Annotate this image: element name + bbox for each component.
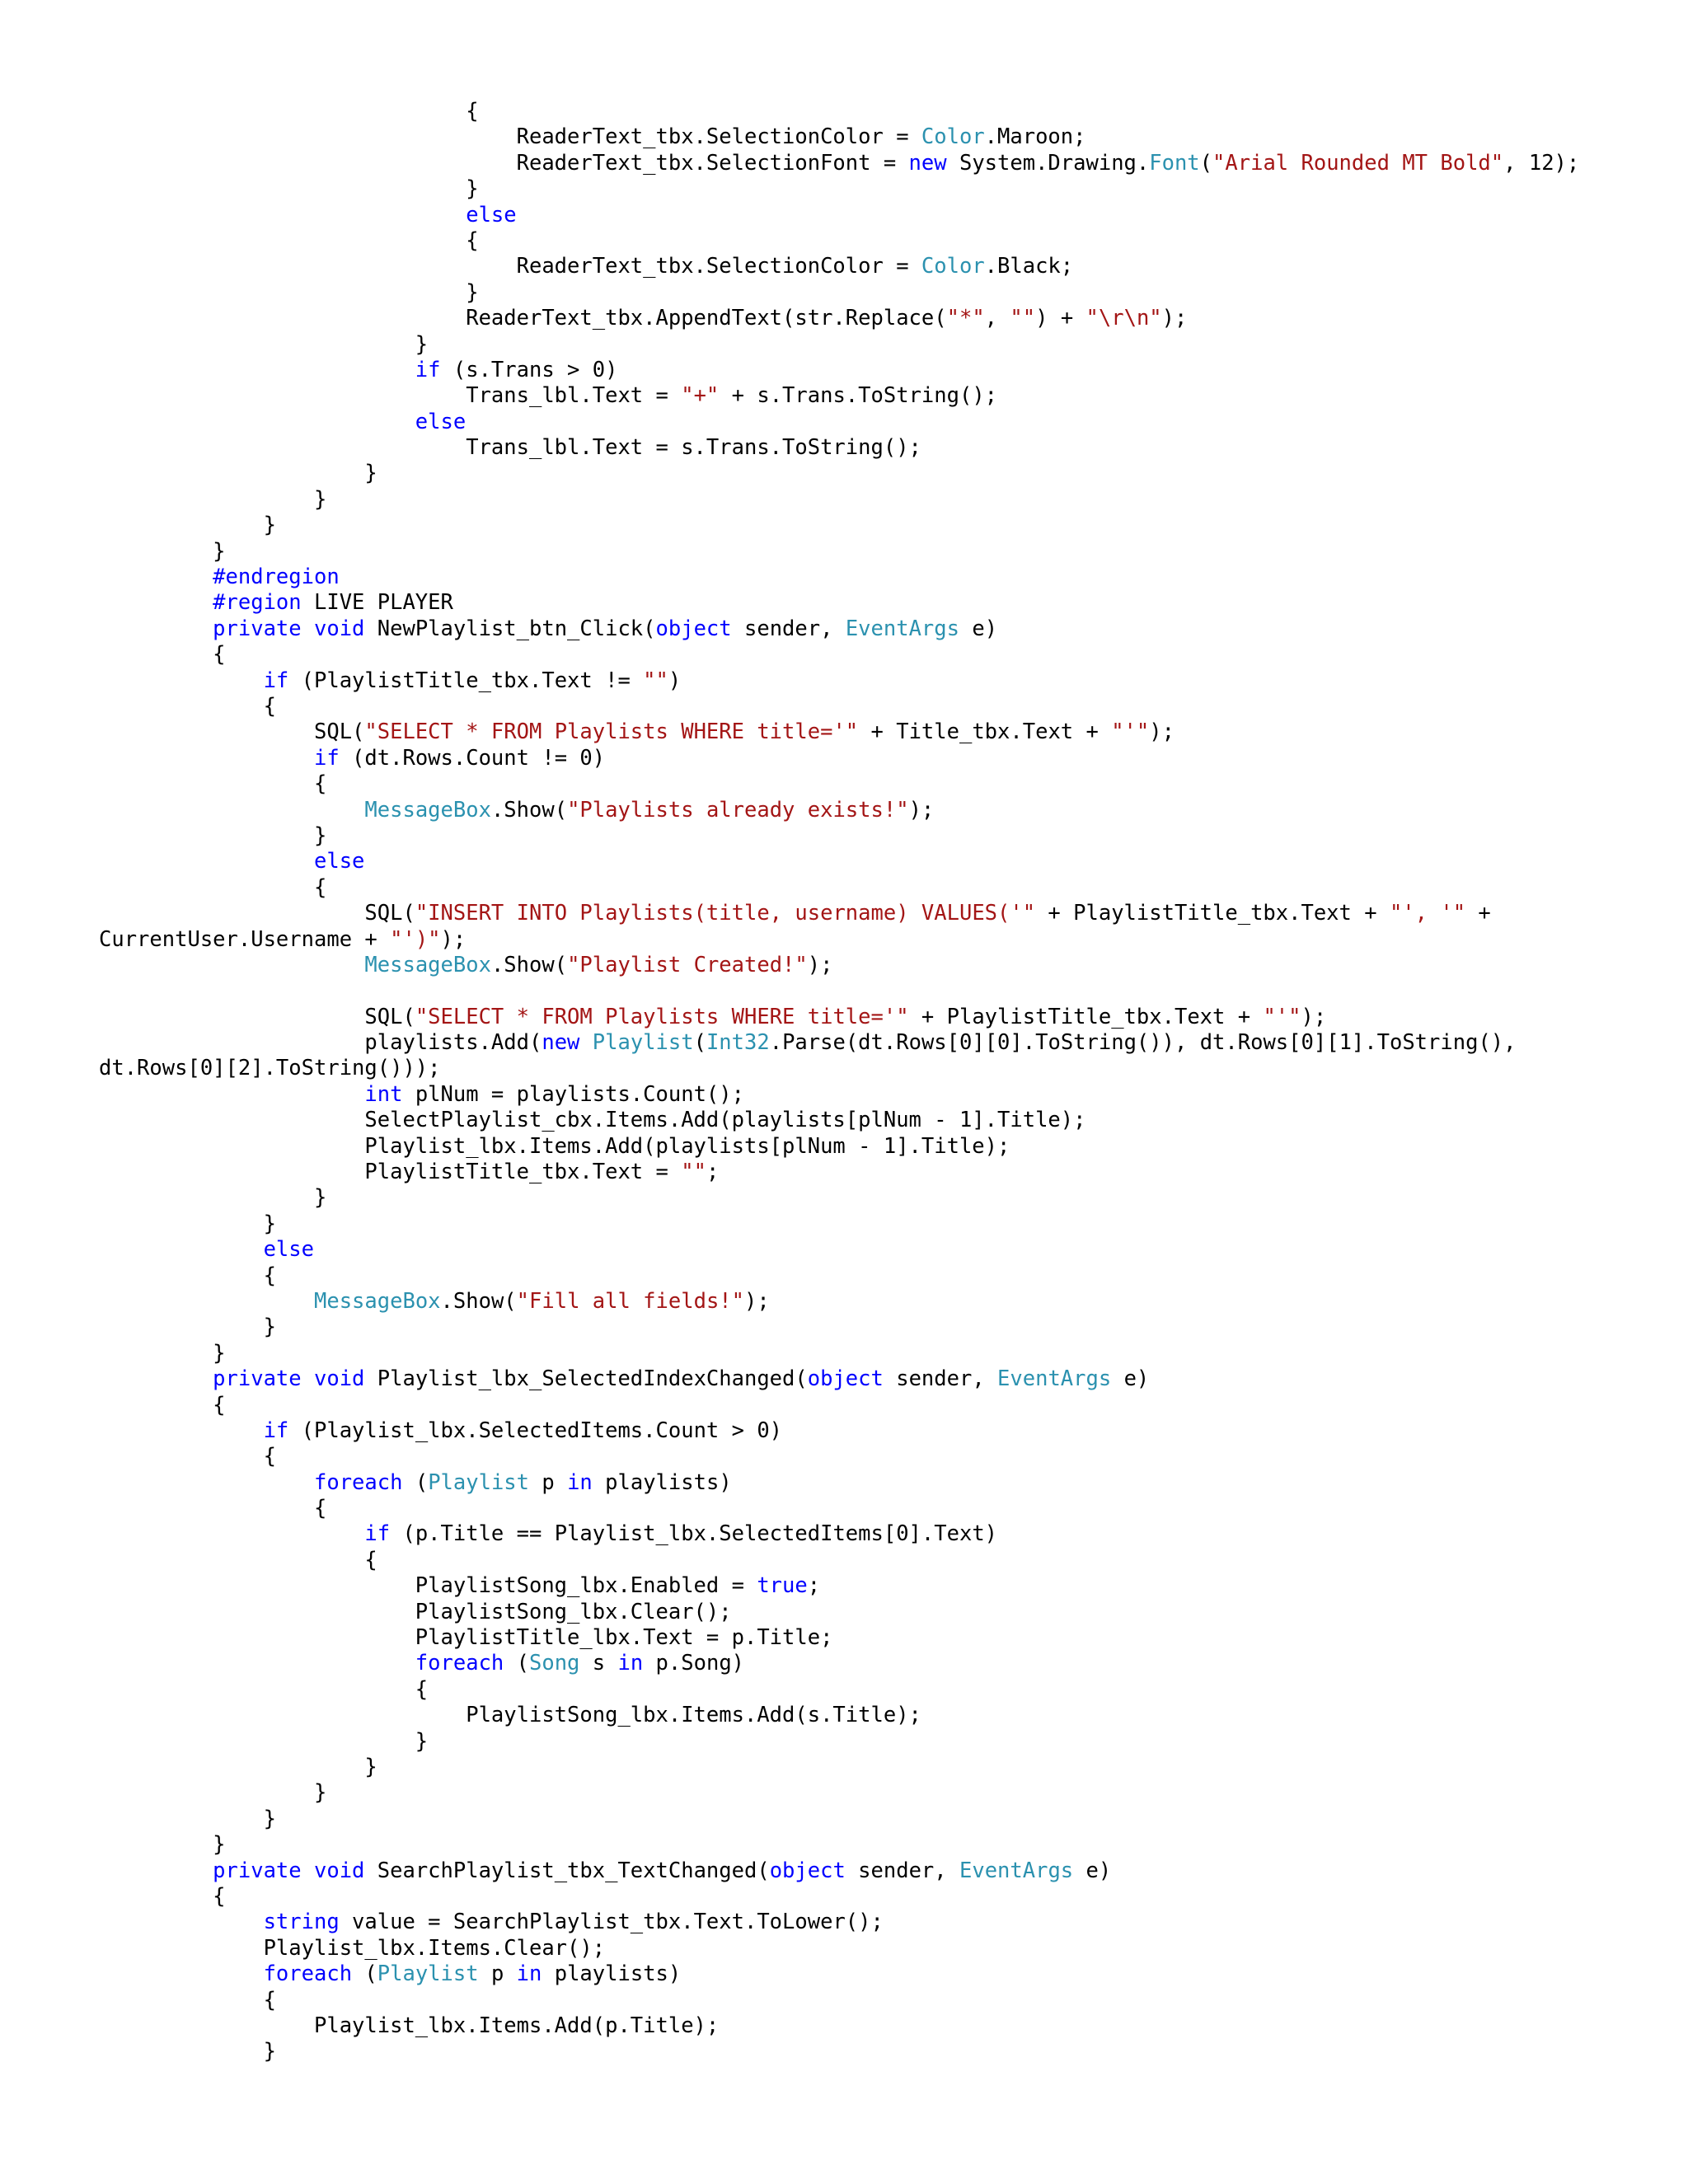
code-token: (	[402, 1469, 429, 1495]
string-token: "+"	[681, 383, 720, 409]
keyword-token: true	[757, 1573, 808, 1599]
code-line	[99, 124, 1579, 150]
string-token: ""	[1010, 306, 1036, 331]
code-token: {	[99, 771, 327, 797]
code-line	[99, 1807, 1579, 1832]
string-token: "*"	[946, 306, 985, 331]
code-token: }	[99, 331, 429, 357]
keyword-token: new	[908, 150, 947, 176]
code-token: p.Song)	[643, 1651, 745, 1676]
code-token	[579, 1030, 592, 1055]
keyword-token: #region	[99, 590, 302, 616]
code-line	[99, 513, 1579, 538]
code-token: }	[99, 486, 327, 512]
code-line	[99, 435, 1579, 461]
code-token: (	[504, 1651, 529, 1676]
code-token: p	[529, 1469, 568, 1495]
code-line	[99, 1884, 1579, 1910]
keyword-token: private void	[99, 1366, 365, 1392]
type-token: Int32	[706, 1030, 770, 1056]
code-token: Playlist_lbx_SelectedIndexChanged(	[364, 1366, 808, 1392]
code-token: +	[1465, 901, 1491, 926]
code-token: }	[99, 1185, 327, 1211]
code-line	[99, 1832, 1579, 1858]
code-line	[99, 1496, 1579, 1521]
code-token: {	[99, 1883, 226, 1909]
string-token: "\r\n"	[1085, 306, 1162, 331]
code-token: );	[440, 926, 467, 952]
type-token: Color	[921, 124, 985, 150]
type-token: Song	[529, 1651, 580, 1676]
code-token: Playlist_lbx.Items.Add(playlists[plNum - 1].Title);	[99, 1133, 1010, 1159]
code-line	[99, 1108, 1579, 1133]
code-token: .Black;	[984, 254, 1074, 279]
code-token: SearchPlaylist_tbx_TextChanged(	[364, 1858, 770, 1883]
code-token: SQL(	[99, 1004, 415, 1029]
code-token: sender,	[845, 1858, 959, 1883]
code-line	[99, 1056, 1579, 1081]
string-token: "Arial Rounded MT Bold"	[1212, 150, 1504, 176]
keyword-token: #endregion	[99, 565, 340, 590]
keyword-token: new	[542, 1030, 580, 1056]
type-token: MessageBox	[364, 797, 491, 823]
code-line	[99, 254, 1579, 279]
keyword-token: else	[99, 849, 365, 874]
code-token: }	[99, 1755, 377, 1779]
code-line	[99, 1030, 1579, 1056]
type-token: Playlist	[428, 1469, 530, 1495]
code-line	[99, 1263, 1579, 1289]
type-token: Playlist	[592, 1030, 694, 1056]
code-token: + Title_tbx.Text +	[858, 719, 1112, 745]
code-line	[99, 642, 1579, 668]
string-token: ""	[643, 668, 668, 693]
code-line	[99, 358, 1579, 383]
code-token: }	[99, 538, 226, 564]
keyword-token: object	[769, 1858, 846, 1883]
string-token: "Playlists already exists!"	[567, 797, 909, 823]
code-token: (	[693, 1030, 706, 1056]
code-line	[99, 719, 1579, 745]
code-token: LIVE PLAYER	[301, 590, 453, 616]
keyword-token: if	[99, 357, 441, 382]
code-token: (dt.Rows.Count != 0)	[339, 745, 606, 771]
string-token: "SELECT * FROM Playlists WHERE title='"	[364, 719, 859, 745]
code-line	[99, 953, 1579, 978]
code-token: .Show(	[490, 952, 568, 977]
code-token: + s.Trans.ToString();	[719, 383, 998, 409]
code-line	[99, 487, 1579, 513]
type-token: EventArgs	[997, 1366, 1112, 1392]
code-line	[99, 1418, 1579, 1444]
code-line	[99, 565, 1579, 590]
code-line	[99, 203, 1579, 228]
type-token: Color	[921, 254, 985, 279]
code-line	[99, 901, 1579, 926]
code-token	[99, 798, 364, 823]
code-line	[99, 306, 1579, 331]
type-token: EventArgs	[959, 1858, 1074, 1883]
code-token: .Parse(dt.Rows[0][0].ToString()), dt.Rows[0][1].ToString(),	[769, 1030, 1517, 1056]
code-token: (	[1199, 150, 1213, 176]
code-token: }	[99, 513, 276, 538]
code-line	[99, 228, 1579, 254]
code-line	[99, 99, 1579, 124]
code-token: {	[99, 1444, 276, 1469]
code-line	[99, 668, 1579, 694]
code-token: PlaylistSong_lbx.Clear();	[99, 1599, 732, 1624]
keyword-token: in	[516, 1961, 542, 1987]
code-line	[99, 1185, 1579, 1211]
code-line	[99, 1393, 1579, 1418]
code-token: System.Drawing.	[946, 150, 1150, 176]
code-token: }	[99, 1315, 276, 1340]
code-token: (p.Title == Playlist_lbx.SelectedItems[0].Text)	[390, 1521, 998, 1547]
code-token: , 12);	[1503, 150, 1580, 176]
code-token: value = SearchPlaylist_tbx.Text.ToLower();	[339, 1910, 884, 1935]
code-token: .Show(	[490, 797, 568, 823]
code-token: + PlaylistTitle_tbx.Text +	[1035, 901, 1390, 926]
string-token: "', '"	[1389, 901, 1466, 926]
code-line	[99, 151, 1579, 176]
code-line	[99, 746, 1579, 771]
code-line	[99, 1212, 1579, 1237]
code-token: Playlist_lbx.Items.Clear();	[99, 1935, 606, 1961]
code-line	[99, 1521, 1579, 1547]
code-token: (Playlist_lbx.SelectedItems.Count > 0)	[288, 1418, 783, 1443]
code-line	[99, 461, 1579, 486]
code-line	[99, 176, 1579, 202]
code-line	[99, 1936, 1579, 1961]
code-token: .Show(	[440, 1288, 517, 1314]
code-token: ReaderText_tbx.SelectionFont =	[99, 150, 909, 176]
code-line	[99, 798, 1579, 823]
code-line	[99, 1677, 1579, 1703]
keyword-token: object	[655, 616, 732, 641]
code-token: playlists.Add(	[99, 1030, 542, 1056]
code-line	[99, 1341, 1579, 1366]
keyword-token: string	[99, 1910, 340, 1935]
code-line	[99, 2039, 1579, 2064]
code-token: p	[478, 1961, 517, 1987]
keyword-token: else	[99, 1237, 314, 1263]
code-token: );	[908, 797, 935, 823]
code-token: + PlaylistTitle_tbx.Text +	[908, 1004, 1264, 1029]
code-token: ;	[807, 1573, 821, 1599]
keyword-token: foreach	[99, 1961, 353, 1987]
code-line	[99, 1961, 1579, 1987]
code-line	[99, 771, 1579, 797]
code-token: (PlaylistTitle_tbx.Text !=	[288, 668, 644, 693]
code-token: }	[99, 176, 479, 202]
code-token: {	[99, 874, 327, 900]
code-token: sender,	[883, 1366, 998, 1392]
code-line	[99, 1237, 1579, 1263]
code-line	[99, 280, 1579, 306]
code-token: );	[1301, 1004, 1327, 1029]
keyword-token: else	[99, 202, 517, 227]
code-token: }	[99, 1832, 226, 1858]
code-token: sender,	[731, 616, 846, 641]
keyword-token: foreach	[99, 1469, 403, 1495]
code-line	[99, 1729, 1579, 1755]
code-token: {	[99, 693, 276, 719]
code-token: SQL(	[99, 901, 415, 926]
code-line	[99, 2013, 1579, 2039]
keyword-token: private void	[99, 1858, 365, 1883]
code-line	[99, 1366, 1579, 1392]
keyword-token: if	[99, 1521, 391, 1547]
code-line	[99, 1780, 1579, 1806]
code-line	[99, 875, 1579, 901]
type-token: Playlist	[377, 1961, 479, 1987]
code-line	[99, 978, 1579, 1004]
code-token: NewPlaylist_btn_Click(	[364, 616, 656, 641]
code-line	[99, 1703, 1579, 1728]
string-token: "')"	[390, 926, 441, 952]
code-token: );	[1161, 306, 1188, 331]
code-token: {	[99, 1987, 276, 2013]
code-token: ReaderText_tbx.SelectionColor =	[99, 254, 921, 279]
code-token: {	[99, 1547, 377, 1572]
code-token: PlaylistTitle_tbx.Text =	[99, 1160, 682, 1185]
code-line	[99, 539, 1579, 565]
code-token: SQL(	[99, 719, 365, 745]
code-token: (s.Trans > 0)	[440, 357, 618, 382]
code-line	[99, 332, 1579, 358]
code-token: {	[99, 642, 226, 668]
code-token: ReaderText_tbx.SelectionColor =	[99, 124, 921, 150]
code-line	[99, 1470, 1579, 1496]
code-line	[99, 616, 1579, 642]
keyword-token: in	[567, 1469, 593, 1495]
code-token: )	[668, 668, 682, 693]
type-token: MessageBox	[314, 1288, 441, 1314]
code-line	[99, 849, 1579, 874]
code-token: }	[99, 461, 377, 486]
code-line	[99, 1573, 1579, 1599]
code-token: .Maroon;	[984, 124, 1086, 150]
code-token: e)	[1111, 1366, 1150, 1392]
code-token: CurrentUser.Username +	[99, 926, 391, 952]
keyword-token: if	[99, 1418, 289, 1443]
string-token: "'"	[1263, 1004, 1301, 1029]
code-token: playlists)	[592, 1469, 732, 1495]
code-token: PlaylistSong_lbx.Items.Add(s.Title);	[99, 1703, 921, 1728]
keyword-token: if	[99, 668, 289, 693]
type-token: MessageBox	[364, 952, 491, 977]
code-token: PlaylistTitle_lbx.Text = p.Title;	[99, 1625, 833, 1651]
code-token: }	[99, 1211, 276, 1236]
keyword-token: private void	[99, 616, 365, 641]
code-line	[99, 383, 1579, 409]
code-token: }	[99, 2039, 276, 2064]
code-token: );	[744, 1288, 770, 1314]
code-token: ReaderText_tbx.AppendText(str.Replace(	[99, 306, 947, 331]
keyword-token: if	[99, 745, 340, 771]
code-token: ,	[984, 306, 1010, 331]
code-token	[99, 953, 364, 977]
code-token: s	[579, 1651, 618, 1676]
code-token: }	[99, 823, 327, 848]
code-line	[99, 1160, 1579, 1185]
code-token: }	[99, 1780, 327, 1806]
code-token: Trans_lbl.Text = s.Trans.ToString();	[99, 435, 921, 461]
code-line	[99, 410, 1579, 435]
string-token: "INSERT INTO Playlists(title, username) VALUES('"	[415, 901, 1036, 926]
code-line	[99, 927, 1579, 953]
code-token: }	[99, 1728, 429, 1754]
code-token: SelectPlaylist_cbx.Items.Add(playlists[plNum - 1].Title);	[99, 1108, 1086, 1133]
code-token: }	[99, 279, 479, 305]
code-line	[99, 1444, 1579, 1469]
code-token: }	[99, 1340, 226, 1366]
keyword-token: in	[617, 1651, 644, 1676]
type-token: EventArgs	[845, 616, 959, 641]
code-line	[99, 1005, 1579, 1030]
code-line	[99, 1600, 1579, 1625]
code-token: );	[1149, 719, 1175, 745]
code-line	[99, 1625, 1579, 1651]
code-line	[99, 1315, 1579, 1340]
code-line	[99, 1858, 1579, 1884]
code-token: PlaylistSong_lbx.Enabled =	[99, 1573, 757, 1599]
code-line	[99, 1548, 1579, 1573]
code-token: );	[807, 952, 833, 977]
code-token: ) +	[1035, 306, 1086, 331]
code-line	[99, 1134, 1579, 1160]
code-token: playlists)	[542, 1961, 682, 1987]
code-token: e)	[1073, 1858, 1112, 1883]
string-token: "'"	[1111, 719, 1150, 745]
code-token: Playlist_lbx.Items.Add(p.Title);	[99, 2013, 720, 2038]
code-line	[99, 1988, 1579, 2013]
string-token: "Fill all fields!"	[516, 1288, 744, 1314]
code-token: {	[99, 1392, 226, 1418]
code-token: ;	[706, 1160, 720, 1185]
code-token: {	[99, 227, 479, 253]
code-token	[99, 1289, 314, 1314]
code-line	[99, 823, 1579, 849]
code-token: e)	[959, 616, 998, 641]
code-line	[99, 1289, 1579, 1315]
code-token: dt.Rows[0][2].ToString()));	[99, 1056, 441, 1081]
type-token: Font	[1149, 150, 1200, 176]
code-line	[99, 1910, 1579, 1935]
keyword-token: object	[807, 1366, 884, 1392]
code-listing	[99, 99, 1579, 2065]
code-token: {	[99, 1496, 327, 1521]
code-line	[99, 1082, 1579, 1108]
code-token: {	[99, 1263, 276, 1288]
code-line	[99, 1755, 1579, 1780]
keyword-token: int	[99, 1081, 403, 1107]
keyword-token: else	[99, 409, 467, 434]
string-token: "Playlist Created!"	[567, 952, 808, 977]
code-token: {	[99, 1676, 429, 1702]
code-token: Trans_lbl.Text =	[99, 383, 682, 409]
code-line	[99, 694, 1579, 719]
keyword-token: foreach	[99, 1651, 504, 1676]
code-token: (	[352, 1961, 377, 1987]
string-token: "SELECT * FROM Playlists WHERE title='"	[415, 1004, 909, 1029]
code-line	[99, 590, 1579, 616]
code-token: plNum = playlists.Count();	[402, 1081, 744, 1107]
string-token: ""	[681, 1160, 706, 1185]
code-token: }	[99, 1806, 276, 1831]
code-token: {	[99, 99, 479, 124]
code-line	[99, 1651, 1579, 1676]
